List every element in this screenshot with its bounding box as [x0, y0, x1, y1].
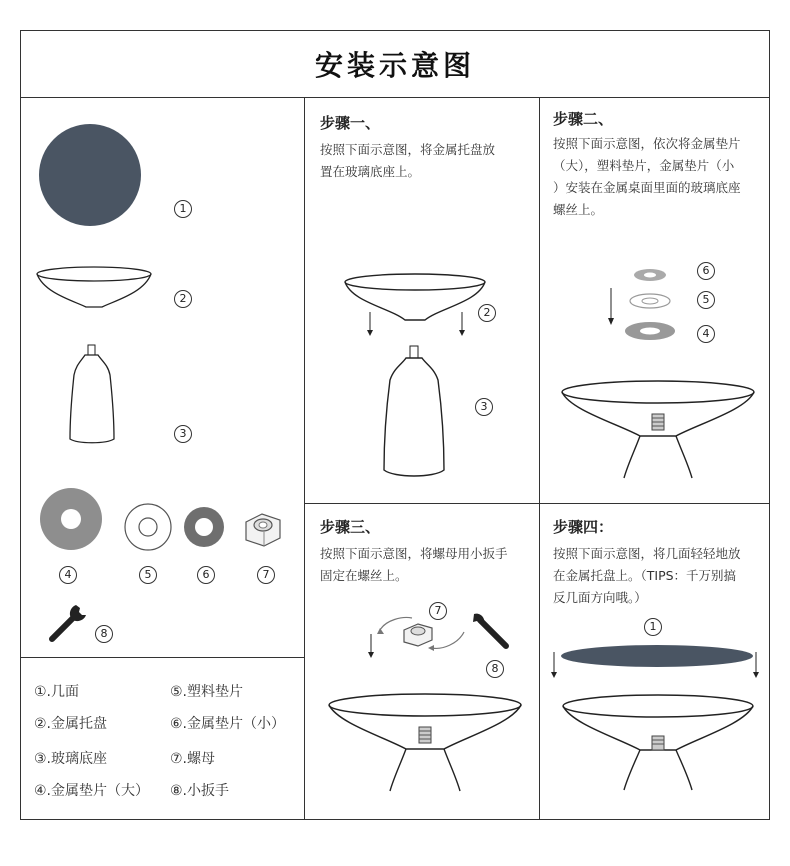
step-3-text [320, 543, 508, 587]
step-2-washers [625, 265, 705, 345]
part-number: 6 [697, 262, 715, 280]
step-2-title: 步骤二、 [553, 110, 614, 128]
legend-item: ①.几面 [34, 684, 80, 700]
legend-item: ⑦.螺母 [170, 751, 216, 767]
down-arrow-icon [605, 288, 617, 328]
part-number: 8 [95, 625, 113, 643]
legend-item: ⑤.塑料垫片 [170, 684, 244, 700]
part-number: 8 [486, 660, 504, 678]
metal-tray-icon [34, 263, 164, 313]
washer-small-icon [182, 506, 232, 556]
step-2-base [558, 372, 768, 492]
divider [304, 503, 770, 504]
step-text-line: （大），塑料垫片，金属垫片（小 [553, 158, 735, 173]
step-text-line: 反几面方向哦。） [553, 590, 647, 605]
part-number: 5 [697, 291, 715, 309]
washer-plastic-icon [121, 502, 177, 558]
step-text-line: 按照下面示意图，将金属托盘放 [320, 142, 496, 157]
part-number: 1 [644, 618, 662, 636]
wrench-icon [46, 601, 96, 645]
page-title: 安装示意图 [314, 48, 475, 82]
legend-item: ⑥.金属垫片（小） [170, 716, 286, 732]
wrench-icon [470, 612, 520, 656]
divider [304, 98, 305, 820]
part-number: 3 [475, 398, 493, 416]
step-text-line: 按照下面示意图，将几面轻轻地放 [553, 546, 741, 561]
part-number: 2 [478, 304, 496, 322]
part-number: 4 [59, 566, 77, 584]
part-number: 5 [139, 566, 157, 584]
legend-item: ②.金属托盘 [34, 716, 108, 732]
step-3-title: 步骤三、 [320, 518, 381, 536]
table-top-disc [36, 122, 146, 232]
step-4-illustration [550, 640, 770, 810]
step-1-title: 步骤一、 [320, 114, 381, 132]
part-number: 6 [197, 566, 215, 584]
part-number: 4 [697, 325, 715, 343]
legend-item: ③.玻璃底座 [34, 751, 108, 767]
step-1-text [320, 139, 495, 183]
part-number: 1 [174, 200, 192, 218]
washer-large-icon [38, 488, 108, 558]
step-4-text [553, 543, 741, 609]
step-3-base [326, 685, 536, 805]
step-text-line: 固定在螺丝上。 [320, 568, 408, 583]
part-number: 7 [257, 566, 275, 584]
step-text-line: ）安装在金属桌面里面的玻璃底座 [553, 180, 741, 195]
part-number: 2 [174, 290, 192, 308]
part-number: 7 [429, 602, 447, 620]
legend-item: ⑧.小扳手 [170, 783, 230, 799]
legend-item: ④.金属垫片（大） [34, 783, 150, 799]
divider [20, 657, 304, 658]
step-3-nut-rotate [368, 612, 478, 662]
step-4-title: 步骤四： [553, 518, 614, 536]
glass-base-icon [66, 343, 126, 453]
step-1-illustration [340, 268, 540, 488]
step-text-line: 按照下面示意图，依次将金属垫片 [553, 136, 741, 151]
nut-icon [242, 512, 288, 556]
step-text-line: 在金属托盘上。（TIPS：千万别搞 [553, 568, 737, 583]
part-number: 3 [174, 425, 192, 443]
step-2-text [553, 133, 741, 221]
step-text-line: 置在玻璃底座上。 [320, 164, 421, 179]
step-text-line: 按照下面示意图，将螺母用小扳手 [320, 546, 508, 561]
title-bar [20, 30, 770, 98]
step-text-line: 螺丝上。 [553, 202, 604, 217]
